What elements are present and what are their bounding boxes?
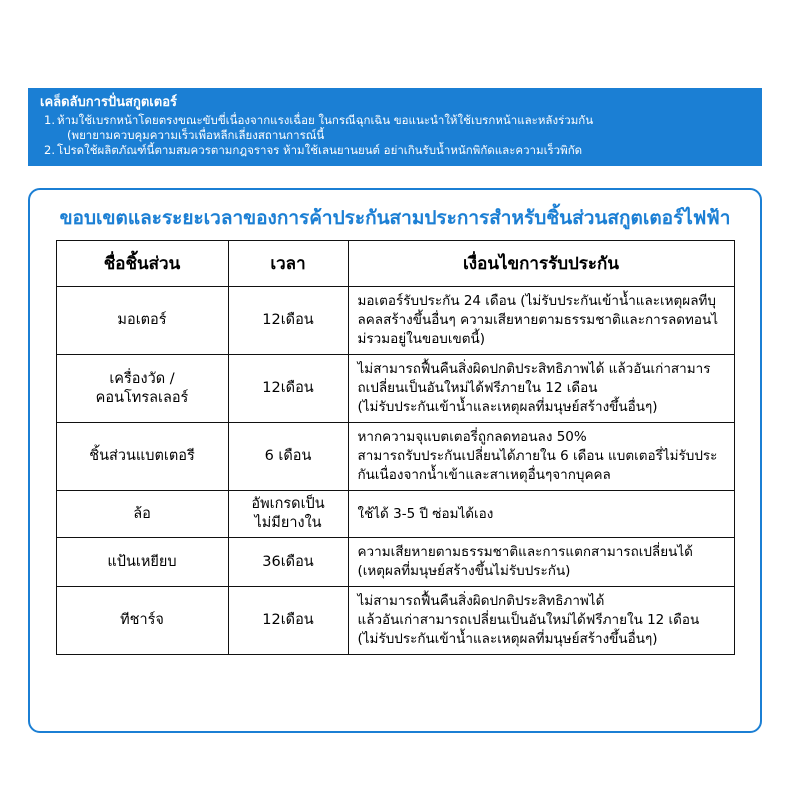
column-header-time: เวลา (228, 241, 348, 287)
list-item (40, 143, 752, 158)
cell-line: ล้อ (133, 505, 151, 522)
cell-line: ไม่มียางใน (254, 515, 322, 531)
cell-line: มอเตอร์ (117, 312, 167, 328)
tips-item-subline: (พยายามควบคุมความเร็วเพื่อหลีกเลี่ยงสถานการณ์นี้ (67, 128, 325, 142)
cell-line: ชิ้นส่วนแบตเตอรี (89, 448, 195, 464)
cell-line: ลคลสร้างขึ้นอื่นๆ ความเสียหายตามธรรมชาติและการลดทอนไ (357, 312, 719, 328)
cell-line: 12เดือน (262, 312, 314, 328)
cell-line: ถเปลี่ยนเป็นอันใหม่ได้ฟรีภายใน 12 เดือน (357, 380, 598, 396)
table-row (56, 491, 734, 538)
list-item (40, 113, 752, 143)
cell-line: คอนโทรลเลอร์ (95, 389, 189, 406)
cell-line: 36เดือน (262, 553, 314, 570)
tips-item-line: ห้ามใช้เบรกหน้าโดยตรงขณะขับขี่เนื่องจากแรงเฉื่อย ในกรณีฉุกเฉิน ขอแนะนำให้ใช้เบรกหน้าและหลังร่วมกัน (57, 113, 594, 127)
warranty-card (28, 188, 762, 733)
table-row (56, 287, 734, 355)
cell-terms (348, 587, 734, 655)
cell-line: กันเนื่องจากน้ำเข้าและสาเหตุอื่นๆจากบุคคล (357, 467, 611, 483)
cell-time (228, 287, 348, 355)
cell-line: ไม่สามารถฟื้นคืนสิ่งผิดปกติประสิทธิภาพได้ แล้วอันเก่าสามาร (357, 361, 711, 377)
cell-time (228, 355, 348, 423)
cell-line: มอเตอร์รับประกัน 24 เดือน (ไม่รับประกันเข้าน้ำและเหตุผลทีบุ (357, 293, 716, 309)
cell-terms (348, 423, 734, 491)
table-header (56, 241, 734, 287)
cell-line: ม่รวมอยู่ในขอบเขตนี้) (357, 331, 485, 347)
tips-item-line: โปรดใช้ผลิตภัณฑ์นี้ตามสมควรตามกฎจราจร ห้ามใช้เลนยานยนต์ อย่าเกินรับน้ำหนักพิกัดและความเร็วพิกัด (57, 143, 583, 157)
cell-line: ใช้ได้ 3-5 ปี ซ่อมได้เอง (357, 505, 494, 522)
tips-item-text (57, 113, 752, 143)
cell-time (228, 538, 348, 587)
tips-item-number: 2. (44, 143, 55, 157)
cell-line: ความเสียหายตามธรรมชาติและการแตกสามารถเปลี่ยนได้ (357, 544, 693, 560)
cell-line: แล้วอันเก่าสามารถเปลี่ยนเป็นอันใหม่ได้ฟรีภายใน 12 เดือน (357, 612, 700, 628)
cell-line: ทีชาร์จ (120, 612, 164, 628)
cell-time (228, 587, 348, 655)
cell-line: (ไม่รับประกันเข้าน้ำและเหตุผลที่มนุษย์สร้างขึ้นอื่นๆ) (357, 631, 658, 647)
cell-line: 6 เดือน (264, 448, 312, 464)
tips-list (40, 113, 752, 158)
cell-part (56, 587, 228, 655)
cell-terms (348, 491, 734, 538)
table-row (56, 423, 734, 491)
tips-title: เคล็ดลับการปั่นสกูตเตอร์ (40, 95, 177, 110)
cell-terms (348, 538, 734, 587)
tips-item-number: 1. (44, 113, 55, 127)
cell-line: (ไม่รับประกันเข้าน้ำและเหตุผลที่มนุษย์สร้างขึ้นอื่นๆ) (357, 399, 658, 415)
tips-item-text (57, 143, 752, 158)
cell-line: แป้นเหยียบ (107, 553, 177, 570)
cell-terms (348, 355, 734, 423)
cell-line: อัพเกรดเป็น (251, 496, 325, 512)
column-header-part: ชื่อชิ้นส่วน (56, 241, 228, 287)
warranty-table (56, 240, 735, 655)
table-body (56, 287, 734, 655)
cell-part (56, 538, 228, 587)
cell-time (228, 491, 348, 538)
cell-terms (348, 287, 734, 355)
cell-line: (เหตุผลที่มนุษย์สร้างขึ้นไม่รับประกัน) (357, 563, 571, 579)
cell-part (56, 423, 228, 491)
table-row (56, 355, 734, 423)
table-row (56, 587, 734, 655)
cell-part (56, 355, 228, 423)
cell-line: หากความจุแบตเตอรี่ถูกลดทอนลง 50% (357, 429, 587, 445)
table-header-row (56, 241, 734, 287)
cell-time (228, 423, 348, 491)
tips-banner (28, 88, 762, 166)
cell-line: 12เดือน (262, 612, 314, 628)
cell-part (56, 491, 228, 538)
column-header-terms: เงื่อนไขการรับประกัน (348, 241, 734, 287)
cell-line: สามารถรับประกันเปลี่ยนได้ภายใน 6 เดือน แบตเตอรี่ไม่รับประ (357, 448, 718, 464)
cell-part (56, 287, 228, 355)
cell-line: เครื่องวัด / (109, 370, 175, 387)
cell-line: 12เดือน (262, 380, 314, 396)
page-title: ขอบเขตและระยะเวลาของการค้าประกันสามประการสำหรับชิ้นส่วนสกูตเตอร์ไฟฟ้า (59, 207, 731, 229)
table-row (56, 538, 734, 587)
cell-line: ไม่สามารถฟื้นคืนสิ่งผิดปกติประสิทธิภาพได้ (357, 593, 605, 609)
